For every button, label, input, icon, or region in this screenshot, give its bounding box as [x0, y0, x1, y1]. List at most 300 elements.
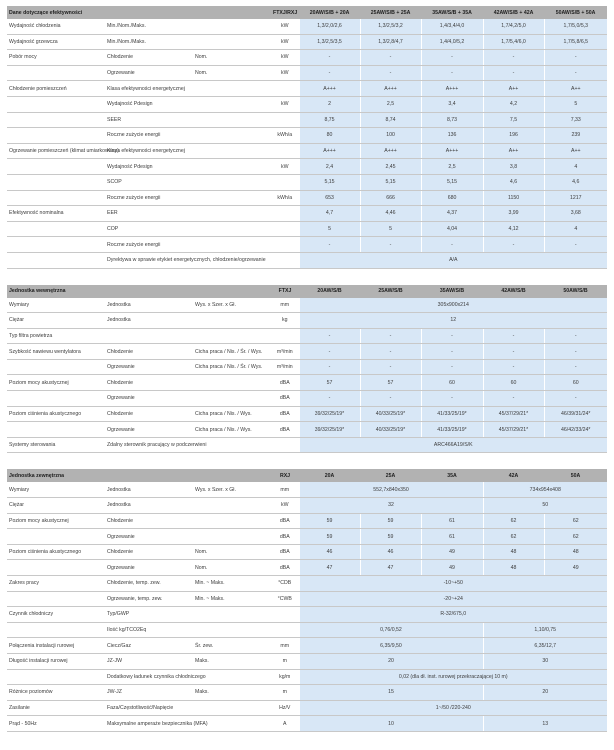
value-cell: 45/37/29/21* [483, 406, 544, 422]
value-cell: 4,37 [421, 206, 483, 222]
value-cell: 5,15 [421, 174, 483, 190]
table-row [7, 313, 607, 329]
row-unit: dBA [271, 529, 299, 545]
row-label [7, 221, 105, 237]
row-label: Ciężar [7, 313, 105, 329]
value-cell: 1,7/5,0/5,3 [544, 19, 607, 34]
row-condition: Nom. [193, 65, 271, 81]
value-cell: 1,7/5,4/6,0 [483, 34, 544, 50]
row-sublabel: Wydajność Pdesign [105, 96, 193, 112]
value-cell: - [483, 237, 544, 253]
value-cell-span: A/A [299, 252, 607, 268]
row-unit: kg [271, 313, 299, 329]
row-sublabel: Dyrektywa w sprawie etykiet energetycznych, chłodzenie/ogrzewanie [105, 252, 193, 268]
row-sublabel: Klasa efektywności energetycznej [105, 81, 193, 97]
row-label [7, 128, 105, 144]
value-cell: - [360, 359, 421, 375]
table-row [7, 700, 607, 716]
row-sublabel: Maksymalne amperaże bezpiecznika (MFA) [105, 716, 193, 732]
row-condition [193, 622, 271, 638]
row-label: Wydajność grzewcza [7, 34, 105, 50]
row-condition [193, 607, 271, 623]
row-condition [193, 513, 271, 529]
value-cell-span: -10~+50 [299, 576, 607, 592]
model-header: 25A [360, 469, 421, 482]
value-cell: A++ [483, 81, 544, 97]
value-cell: 49 [421, 560, 483, 576]
model-header: 35A [421, 469, 483, 482]
row-condition [193, 328, 271, 344]
row-sublabel: Klasa efektywności energetycznej [105, 143, 193, 159]
row-sublabel: Ogrzewanie [105, 422, 193, 438]
value-cell: 4,12 [483, 221, 544, 237]
row-label: Systemy sterowania [7, 437, 105, 453]
value-cell: 7,5 [483, 112, 544, 128]
table-row [7, 576, 607, 592]
value-cell: A+++ [299, 143, 360, 159]
value-cell-span: 305x900x214 [299, 298, 607, 313]
table-row [7, 174, 607, 190]
value-cell: 47 [360, 560, 421, 576]
row-unit: dBA [271, 375, 299, 391]
row-condition: Cicha praca / Nis. / Śr. / Wys. [193, 344, 271, 360]
row-label: Czynnik chłodniczy [7, 607, 105, 623]
row-condition [193, 19, 271, 34]
table-header-row [7, 469, 607, 482]
row-unit [271, 622, 299, 638]
row-condition: Cicha praca / Nis. / Wys. [193, 406, 271, 422]
row-sublabel: Ogrzewanie [105, 529, 193, 545]
value-cell: 1,4/3,4/4,0 [421, 19, 483, 34]
unit-header: RXJ [271, 469, 299, 482]
value-cell: 80 [299, 128, 360, 144]
table-row [7, 437, 607, 453]
value-cell: - [299, 359, 360, 375]
row-condition: Cicha praca / Nis. / Wys. [193, 422, 271, 438]
row-condition: Nom. [193, 50, 271, 66]
value-cell: A+++ [360, 143, 421, 159]
row-condition [193, 221, 271, 237]
value-cell: 2,4 [299, 159, 360, 175]
value-cell-span: 12 [299, 313, 607, 329]
value-cell: 39/32/25/19* [299, 406, 360, 422]
value-cell: 196 [483, 128, 544, 144]
row-unit: dBA [271, 544, 299, 560]
value-cell: 666 [360, 190, 421, 206]
value-cell: 2,5 [421, 159, 483, 175]
row-condition [193, 81, 271, 97]
row-condition: Śr. zew. [193, 638, 271, 654]
row-unit: kg/m [271, 669, 299, 685]
value-cell-span: -20~+24 [299, 591, 607, 607]
table-row [7, 359, 607, 375]
row-unit [271, 174, 299, 190]
row-sublabel: Chłodzenie [105, 544, 193, 560]
model-header: 50AW/S/B + 50A [544, 6, 607, 19]
row-label [7, 65, 105, 81]
table-title: Dane dotyczące efektywności [7, 6, 271, 19]
row-sublabel: Ogrzewanie [105, 359, 193, 375]
row-condition: Maks. [193, 685, 271, 701]
row-sublabel: Faza/Częstotliwość/Napięcie [105, 700, 193, 716]
row-sublabel: Jednostka [105, 482, 193, 497]
row-sublabel: Ogrzewanie [105, 65, 193, 81]
row-unit: m³/min [271, 344, 299, 360]
value-cell: A++ [544, 143, 607, 159]
row-condition: Nom. [193, 560, 271, 576]
value-cell: 49 [544, 560, 607, 576]
table-row [7, 622, 607, 638]
value-cell: - [360, 328, 421, 344]
model-header: 25AW/S/B + 25A [360, 6, 421, 19]
row-label [7, 190, 105, 206]
row-condition [193, 237, 271, 253]
row-sublabel: JZ-JW [105, 653, 193, 669]
row-unit: dBA [271, 406, 299, 422]
row-label: Poziom ciśnienia akustycznego [7, 406, 105, 422]
row-unit: kW [271, 65, 299, 81]
row-unit [271, 252, 299, 268]
row-label [7, 591, 105, 607]
value-cell: - [544, 328, 607, 344]
value-cell: 39/32/25/19* [299, 422, 360, 438]
value-cell: - [483, 359, 544, 375]
row-sublabel: Typ/GWP [105, 607, 193, 623]
row-sublabel: Jednostka [105, 313, 193, 329]
table-row [7, 19, 607, 34]
value-cell: - [544, 359, 607, 375]
value-cell: 100 [360, 128, 421, 144]
row-sublabel: Chłodzenie [105, 50, 193, 66]
value-cell: - [421, 237, 483, 253]
table-title: Jednostka zewnętrzna [7, 469, 271, 482]
row-unit: kW [271, 159, 299, 175]
row-sublabel: Min./Nom./Maks. [105, 19, 193, 34]
row-unit: kW [271, 34, 299, 50]
value-cell: 4,6 [544, 174, 607, 190]
row-sublabel: Ilość kg/TCO2Eq [105, 622, 193, 638]
value-cell: A+++ [360, 81, 421, 97]
table-row [7, 638, 607, 654]
value-cell: 62 [483, 529, 544, 545]
value-cell: 4 [544, 159, 607, 175]
row-unit: A [271, 716, 299, 732]
value-cell: 40/33/25/19* [360, 406, 421, 422]
value-cell: 47 [299, 560, 360, 576]
value-cell: 239 [544, 128, 607, 144]
model-header: 25AW/S/B [360, 285, 421, 298]
row-label: Wymiary [7, 482, 105, 497]
value-cell: 3,99 [483, 206, 544, 222]
row-unit: mm [271, 638, 299, 654]
table-row [7, 344, 607, 360]
value-cell: 1,3/2,5/3,5 [299, 34, 360, 50]
value-cell-group-large: 30 [483, 653, 607, 669]
value-cell: 62 [483, 513, 544, 529]
row-sublabel: Dodatkowy ładunek czynnika chłodniczego [105, 669, 193, 685]
row-label: Wymiary [7, 298, 105, 313]
row-unit: dBA [271, 513, 299, 529]
table-row [7, 544, 607, 560]
spec-sheet [7, 0, 607, 732]
table-row [7, 143, 607, 159]
value-cell: - [421, 65, 483, 81]
row-condition [193, 159, 271, 175]
row-unit [271, 81, 299, 97]
row-label [7, 669, 105, 685]
model-header: 35AW/S/B [421, 285, 483, 298]
value-cell-span: 1~/50 /220-240 [299, 700, 607, 716]
table-row [7, 406, 607, 422]
row-sublabel: Chłodzenie, temp. zew. [105, 576, 193, 592]
table-row [7, 716, 607, 732]
row-label: Poziom ciśnienia akustycznego [7, 544, 105, 560]
table-row [7, 237, 607, 253]
table-title: Jednostka wewnętrzna [7, 285, 271, 298]
row-label: Długość instalacji rurowej [7, 653, 105, 669]
row-unit: dBA [271, 422, 299, 438]
value-cell: - [483, 50, 544, 66]
value-cell: 59 [299, 513, 360, 529]
row-condition [193, 190, 271, 206]
row-condition: Min. ~ Maks. [193, 576, 271, 592]
model-header: 20A [299, 469, 360, 482]
spec-table-1 [7, 6, 607, 269]
table-row [7, 128, 607, 144]
row-sublabel: Min./Nom./Maks. [105, 34, 193, 50]
row-label [7, 112, 105, 128]
value-cell: 5 [360, 221, 421, 237]
value-cell: 3,68 [544, 206, 607, 222]
value-cell: 1,3/2,0/2,6 [299, 19, 360, 34]
model-header: 50A [544, 469, 607, 482]
model-header: 42AW/S/B + 42A [483, 6, 544, 19]
row-unit: mm [271, 298, 299, 313]
value-cell-group-small: 6,35/9,50 [299, 638, 483, 654]
value-cell: 7,33 [544, 112, 607, 128]
value-cell: 49 [421, 544, 483, 560]
value-cell: 5 [299, 221, 360, 237]
table-row [7, 221, 607, 237]
value-cell: 57 [299, 375, 360, 391]
row-label [7, 529, 105, 545]
value-cell: 48 [483, 560, 544, 576]
value-cell-group-small: 32 [299, 498, 483, 514]
row-unit [271, 607, 299, 623]
row-label [7, 174, 105, 190]
table-row [7, 498, 607, 514]
value-cell-group-small: 0,76/0,52 [299, 622, 483, 638]
row-sublabel: JW-JZ [105, 685, 193, 701]
value-cell: - [544, 344, 607, 360]
row-sublabel: Roczne zużycie energii [105, 128, 193, 144]
value-cell: 4 [544, 221, 607, 237]
row-label: Pobór mocy [7, 50, 105, 66]
value-cell: 4,04 [421, 221, 483, 237]
value-cell: - [360, 237, 421, 253]
row-condition: Cicha praca / Nis. / Śr. / Wys. [193, 359, 271, 375]
value-cell: - [544, 237, 607, 253]
value-cell: 59 [360, 513, 421, 529]
value-cell: 60 [483, 375, 544, 391]
value-cell: 5 [544, 96, 607, 112]
value-cell: - [360, 391, 421, 407]
row-label [7, 422, 105, 438]
value-cell: - [421, 328, 483, 344]
row-label [7, 622, 105, 638]
model-header: 42A [483, 469, 544, 482]
value-cell: 1150 [483, 190, 544, 206]
value-cell-span: 0,02 (dla dł. inst. rurowej przekraczającej 10 m) [299, 669, 607, 685]
value-cell-group-large: 734x954x408 [483, 482, 607, 497]
row-condition [193, 143, 271, 159]
row-label: Poziom mocy akustycznej [7, 375, 105, 391]
row-condition [193, 206, 271, 222]
row-unit [271, 221, 299, 237]
value-cell: 2,5 [360, 96, 421, 112]
value-cell: - [299, 328, 360, 344]
value-cell: A++ [483, 143, 544, 159]
row-label: Wydajność chłodzenia [7, 19, 105, 34]
row-condition: Wys. x Szer. x Gł. [193, 482, 271, 497]
row-unit: dBA [271, 560, 299, 576]
model-header: 35AW/S/B + 35A [421, 6, 483, 19]
row-sublabel: Ciecz/Gaz [105, 638, 193, 654]
table-row [7, 50, 607, 66]
row-unit: m³/min [271, 359, 299, 375]
row-sublabel: COP [105, 221, 193, 237]
spec-table-3 [7, 469, 607, 732]
row-condition [193, 498, 271, 514]
value-cell: 4,6 [483, 174, 544, 190]
row-condition: Min. ~ Maks. [193, 591, 271, 607]
value-cell: A+++ [299, 81, 360, 97]
table-row [7, 206, 607, 222]
row-unit: °CDB [271, 576, 299, 592]
row-label: Typ filtra powietrza [7, 328, 105, 344]
table-row [7, 190, 607, 206]
value-cell: 4,2 [483, 96, 544, 112]
value-cell: - [421, 50, 483, 66]
value-cell: 2,45 [360, 159, 421, 175]
row-label: Chłodzenie pomieszczeń [7, 81, 105, 97]
value-cell: 4,7 [299, 206, 360, 222]
row-unit [271, 437, 299, 453]
value-cell: - [299, 65, 360, 81]
table-row [7, 298, 607, 313]
row-label [7, 560, 105, 576]
value-cell: 680 [421, 190, 483, 206]
value-cell: 1,3/2,5/3,2 [360, 19, 421, 34]
table-row [7, 607, 607, 623]
value-cell: - [299, 50, 360, 66]
row-unit: kW [271, 96, 299, 112]
row-sublabel [105, 328, 193, 344]
row-sublabel: Chłodzenie [105, 375, 193, 391]
value-cell: - [360, 344, 421, 360]
value-cell-group-large: 6,35/12,7 [483, 638, 607, 654]
table-row [7, 653, 607, 669]
row-sublabel: Ogrzewanie [105, 391, 193, 407]
value-cell: - [360, 65, 421, 81]
row-unit: mm [271, 482, 299, 497]
value-cell: 8,75 [299, 112, 360, 128]
row-condition [193, 112, 271, 128]
row-sublabel: Jednostka [105, 498, 193, 514]
row-condition: Wys. x Szer. x Gł. [193, 298, 271, 313]
value-cell: 5,15 [360, 174, 421, 190]
value-cell-span: ARC466A19/S/K [299, 437, 607, 453]
value-cell: 2 [299, 96, 360, 112]
value-cell: - [483, 328, 544, 344]
value-cell: - [483, 391, 544, 407]
row-condition [193, 34, 271, 50]
table-row [7, 81, 607, 97]
row-condition [193, 391, 271, 407]
row-label: Różnice poziomów [7, 685, 105, 701]
row-sublabel: Roczne zużycie energii [105, 237, 193, 253]
row-condition: Nom. [193, 544, 271, 560]
row-label [7, 159, 105, 175]
value-cell: - [421, 359, 483, 375]
value-cell: - [544, 65, 607, 81]
value-cell: 1217 [544, 190, 607, 206]
row-label: Efektywność nominalna [7, 206, 105, 222]
row-label [7, 359, 105, 375]
row-label: Szybkość nawiewu wentylatora [7, 344, 105, 360]
row-sublabel: Ogrzewanie [105, 560, 193, 576]
row-label: Ciężar [7, 498, 105, 514]
row-condition [193, 375, 271, 391]
table-header-row [7, 285, 607, 298]
row-label: Zakres pracy [7, 576, 105, 592]
value-cell: 5,15 [299, 174, 360, 190]
table-header-row [7, 6, 607, 19]
value-cell: 40/33/25/19* [360, 422, 421, 438]
row-unit: m [271, 653, 299, 669]
row-condition [193, 313, 271, 329]
row-label: Prąd - 50Hz [7, 716, 105, 732]
value-cell: 41/33/25/19* [421, 422, 483, 438]
value-cell: 46 [299, 544, 360, 560]
table-row [7, 482, 607, 497]
value-cell-group-large: 13 [483, 716, 607, 732]
model-header: 50AW/S/B [544, 285, 607, 298]
value-cell: 45/37/29/21* [483, 422, 544, 438]
value-cell: - [421, 391, 483, 407]
table-row [7, 96, 607, 112]
row-sublabel: Wydajność Pdesign [105, 159, 193, 175]
value-cell-group-large: 20 [483, 685, 607, 701]
value-cell: 1,3/2,8/4,7 [360, 34, 421, 50]
row-sublabel: Ogrzewanie, temp. zew. [105, 591, 193, 607]
row-condition: Maks. [193, 653, 271, 669]
unit-header: FTXJ [271, 285, 299, 298]
row-condition [193, 700, 271, 716]
value-cell: 60 [544, 375, 607, 391]
value-cell: 59 [360, 529, 421, 545]
value-cell-group-small: 15 [299, 685, 483, 701]
row-sublabel: Chłodzenie [105, 513, 193, 529]
value-cell: 136 [421, 128, 483, 144]
value-cell: 62 [544, 529, 607, 545]
row-sublabel: SCOP [105, 174, 193, 190]
table-row [7, 560, 607, 576]
table-row [7, 65, 607, 81]
row-unit: m [271, 685, 299, 701]
value-cell: - [299, 391, 360, 407]
value-cell: 8,74 [360, 112, 421, 128]
